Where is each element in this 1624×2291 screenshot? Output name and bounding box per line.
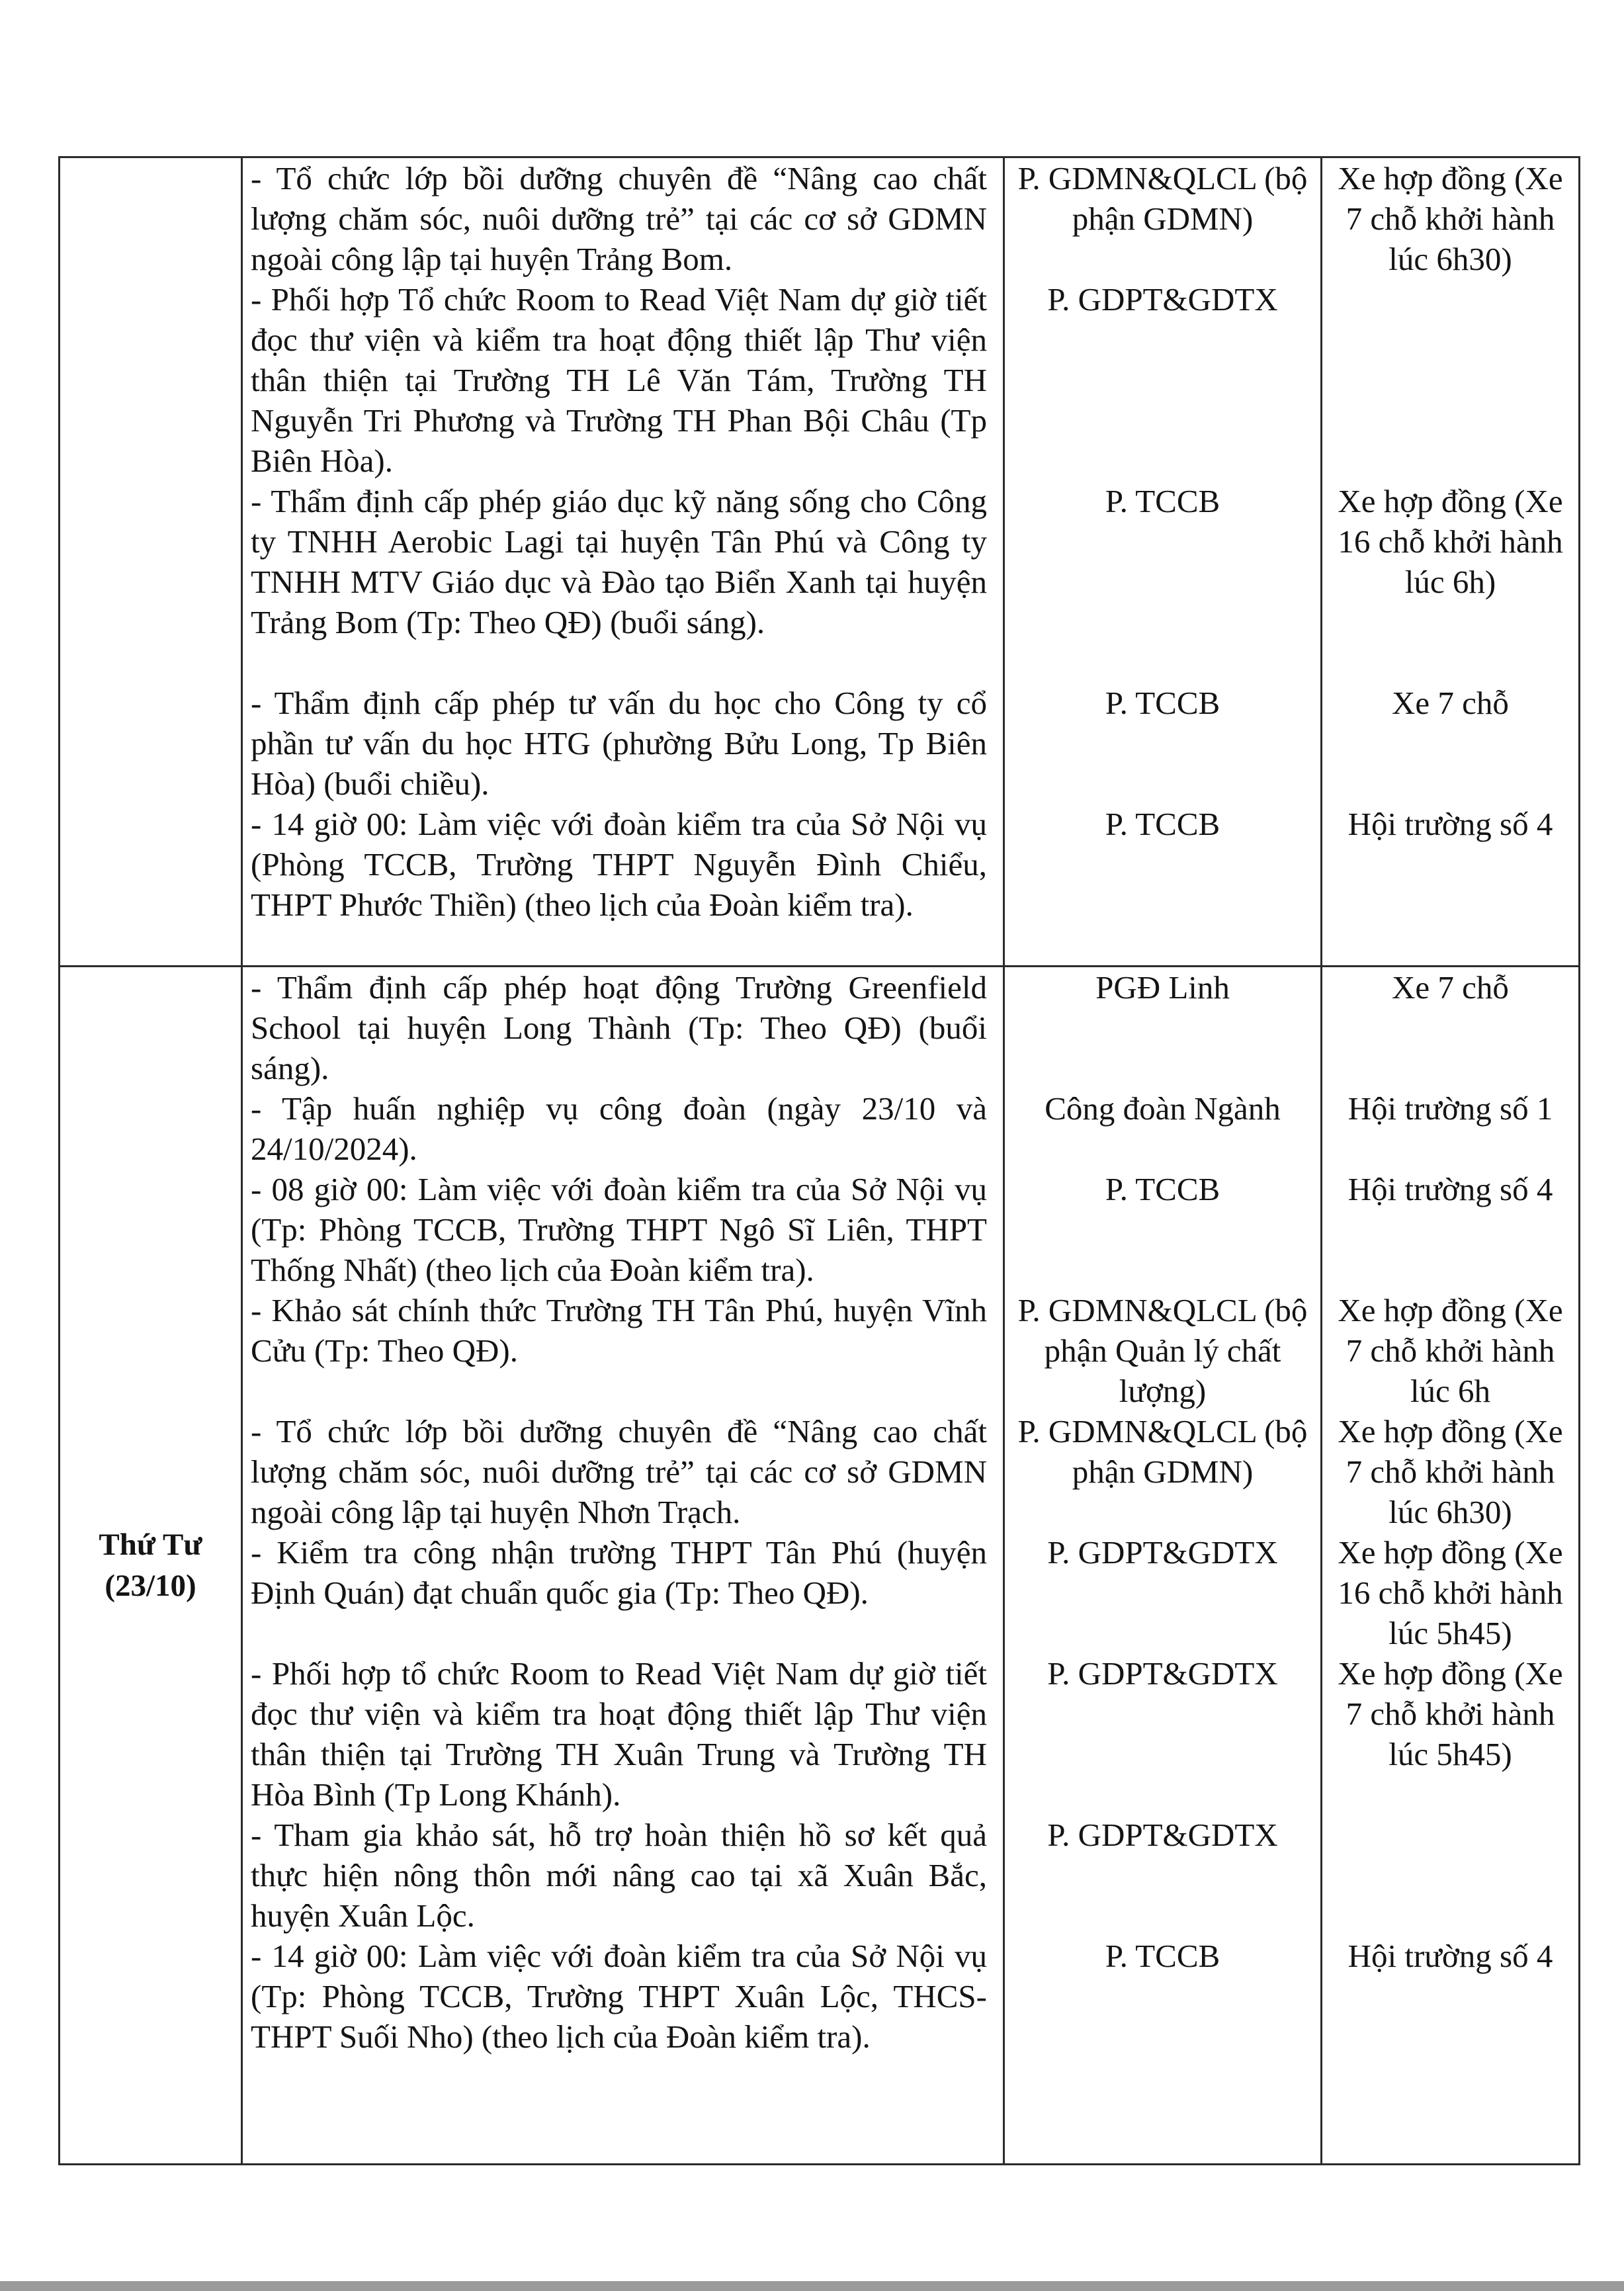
note-entry: Hội trường số 4 [1347, 806, 1553, 842]
note-entry [1322, 279, 1578, 481]
note-entry: Xe hợp đồng (Xe 16 chỗ khởi hành lúc 6h) [1338, 483, 1563, 600]
content-entry: - Phối hợp Tổ chức Room to Read Việt Nam dự giờ tiết đọc thư viện và kiểm tra hoạt động thiết lập Thư viện thân thiện tại Trường TH Lê Văn Tám, Trường TH Nguyễn Tri Phương và Trường TH Phan Bội Châu (Tp Biên Hòa). [251, 281, 987, 479]
content-entry: - 14 giờ 00: Làm việc với đoàn kiểm tra của Sở Nội vụ (Tp: Phòng TCCB, Trường THPT Xuân Lộc, THCS-THPT Suối Nho) (theo lịch của Đoàn kiểm tra). [251, 1938, 987, 2055]
content-entry: - Phối hợp tổ chức Room to Read Việt Nam dự giờ tiết đọc thư viện và kiểm tra hoạt động thiết lập Thư viện thân thiện tại Trường TH Xuân Trung và Trường TH Hòa Bình (Tp Long Khánh). [251, 1655, 987, 1813]
unit-entry: P. GDMN&QLCL (bộ phận GDMN) [1017, 1413, 1308, 1490]
note-entry: Hội trường số 4 [1347, 1938, 1553, 1974]
blank-space [1322, 2097, 1578, 2163]
content-entry: - Thẩm định cấp phép giáo dục kỹ năng sống cho Công ty TNHH Aerobic Lagi tại huyện Tân Phú và Công ty TNHH MTV Giáo dục và Đào tạo Biển Xanh tại huyện Trảng Bom (Tp: Theo QĐ) (buổi sáng). [251, 483, 987, 640]
unit-entry: P. TCCB [1105, 1171, 1220, 1207]
content-entry: - 14 giờ 00: Làm việc với đoàn kiểm tra của Sở Nội vụ (Phòng TCCB, Trường THPT Nguyễn Đình Chiểu, THPT Phước Thiền) (theo lịch của Đoàn kiểm tra). [251, 806, 987, 923]
note-entry: Xe 7 chỗ [1392, 685, 1509, 721]
unit-entry: P. TCCB [1105, 685, 1220, 721]
content-entry: - Tập huấn nghiệp vụ công đoàn (ngày 23/10 và 24/10/2024). [251, 1090, 987, 1167]
content-entry: - Thẩm định cấp phép hoạt động Trường Greenfield School tại huyện Long Thành (Tp: Theo QĐ) (buổi sáng). [251, 969, 987, 1086]
note-entry [1322, 1815, 1578, 1936]
schedule-row [60, 967, 1580, 2165]
unit-entry: P. TCCB [1105, 483, 1220, 519]
note-entry: Hội trường số 1 [1347, 1090, 1553, 1127]
unit-entry: PGĐ Linh [1095, 969, 1230, 1006]
day-label: Thứ Tư [99, 1528, 202, 1562]
unit-entry: P. GDPT&GDTX [1047, 281, 1278, 318]
blank-space [243, 2097, 1003, 2163]
unit-entry: P. GDPT&GDTX [1047, 1817, 1278, 1853]
note-cell [1322, 157, 1580, 967]
unit-entry: P. TCCB [1105, 806, 1220, 842]
note-entry: Xe hợp đồng (Xe 7 chỗ khởi hành lúc 6h30) [1338, 160, 1563, 277]
content-cell [242, 157, 1004, 967]
note-entry: Xe hợp đồng (Xe 7 chỗ khởi hành lúc 5h45) [1338, 1655, 1563, 1772]
scan-edge [0, 2281, 1624, 2291]
day-date: (23/10) [105, 1569, 196, 1603]
content-entry: - Tổ chức lớp bồi dưỡng chuyên đề “Nâng cao chất lượng chăm sóc, nuôi dưỡng trẻ” tại các cơ sở GDMN ngoài công lập tại huyện Trảng Bom. [251, 160, 987, 277]
unit-entry: P. GDPT&GDTX [1047, 1534, 1278, 1571]
unit-entry: Công đoàn Ngành [1045, 1090, 1281, 1127]
blank-space [1005, 2097, 1320, 2163]
content-entry: - Khảo sát chính thức Trường TH Tân Phú, huyện Vĩnh Cửu (Tp: Theo QĐ). [251, 1292, 987, 1369]
content-entry: - Tham gia khảo sát, hỗ trợ hoàn thiện hồ sơ kết quả thực hiện nông thôn mới nâng cao tại xã Xuân Bắc, huyện Xuân Lộc. [251, 1817, 987, 1934]
schedule-table [58, 156, 1580, 2165]
content-entry: - Thẩm định cấp phép tư vấn du học cho Công ty cổ phần tư vấn du học HTG (phường Bửu Long, Tp Biên Hòa) (buổi chiều). [251, 685, 987, 802]
day-cell [60, 967, 242, 2165]
unit-entry: P. GDPT&GDTX [1047, 1655, 1278, 1692]
note-cell [1322, 967, 1580, 2165]
note-entry: Xe hợp đồng (Xe 7 chỗ khởi hành lúc 6h30) [1338, 1413, 1563, 1530]
unit-entry: P. TCCB [1105, 1938, 1220, 1974]
note-entry: Xe hợp đồng (Xe 7 chỗ khởi hành lúc 6h [1338, 1292, 1563, 1409]
note-entry: Hội trường số 4 [1347, 1171, 1553, 1207]
content-entry: - Tổ chức lớp bồi dưỡng chuyên đề “Nâng cao chất lượng chăm sóc, nuôi dưỡng trẻ” tại các cơ sở GDMN ngoài công lập tại huyện Nhơn Trạch. [251, 1413, 987, 1530]
content-entry: - 08 giờ 00: Làm việc với đoàn kiểm tra của Sở Nội vụ (Tp: Phòng TCCB, Trường THPT Ngô Sĩ Liên, THPT Thống Nhất) (theo lịch của Đoàn kiểm tra). [251, 1171, 987, 1288]
note-entry: Xe 7 chỗ [1392, 969, 1509, 1006]
day-cell [60, 157, 242, 967]
unit-entry: P. GDMN&QLCL (bộ phận Quản lý chất lượng) [1017, 1292, 1308, 1409]
content-entry: - Kiểm tra công nhận trường THPT Tân Phú (huyện Định Quán) đạt chuẩn quốc gia (Tp: Theo QĐ). [251, 1534, 987, 1611]
content-cell [242, 967, 1004, 2165]
unit-cell [1004, 157, 1322, 967]
unit-entry: P. GDMN&QLCL (bộ phận GDMN) [1017, 160, 1308, 237]
schedule-row [60, 157, 1580, 967]
unit-cell [1004, 967, 1322, 2165]
note-entry: Xe hợp đồng (Xe 16 chỗ khởi hành lúc 5h45) [1338, 1534, 1563, 1651]
